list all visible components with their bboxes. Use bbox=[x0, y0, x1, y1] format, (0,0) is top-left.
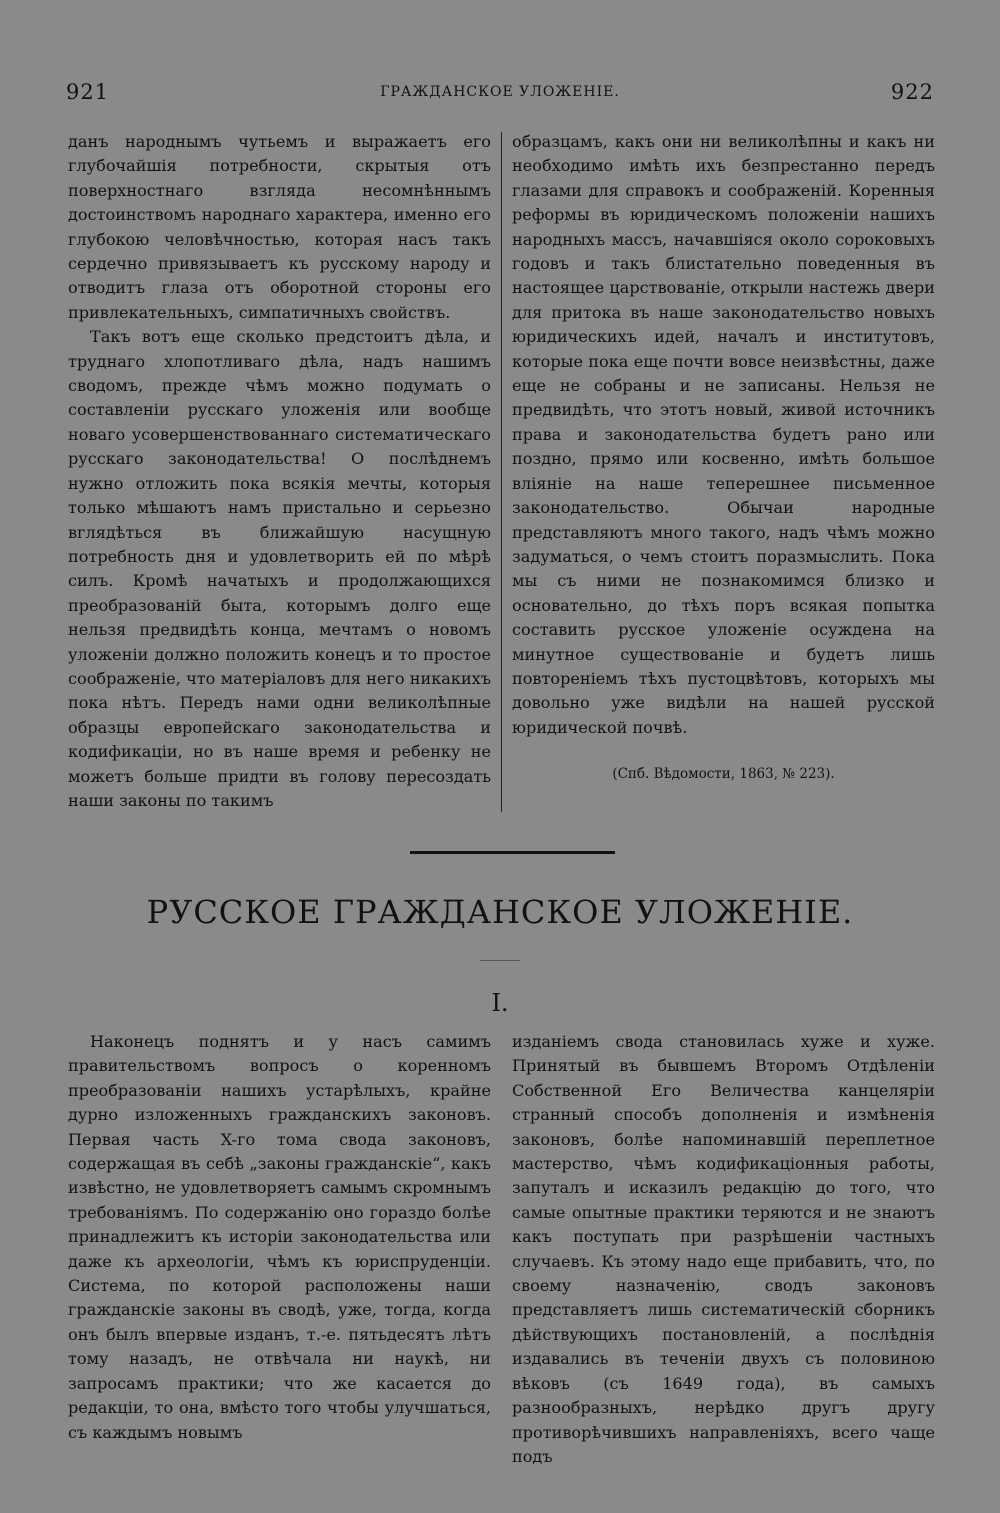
ornament-dash bbox=[480, 960, 520, 961]
column-divider bbox=[501, 132, 502, 812]
page-number-right: 922 bbox=[890, 80, 934, 104]
page-header bbox=[0, 80, 1000, 106]
paragraph: Такъ вотъ еще сколько предстоитъ дѣла, и труднаго хлопотливаго дѣла, надъ нашимъ сводомъ, прежде чѣмъ можно подумать о составленіи русскаго уложенія или вообще новаго усовершенствованнаго систематическаго русскаго законодательства! О послѣднемъ нужно отложить пока всякія мечты, которыя только мѣшаютъ намъ пристально и серьезно вглядѣться въ ближайшую насущную потребность дня и удовлетворить ей по мѣрѣ силъ. Кромѣ начатыхъ и продолжающихся преобразованій быта, которымъ долго еще нельзя предвидѣть конца, мечтамъ о новомъ уложеніи должно положить конецъ и то простое соображеніе, что матеріаловъ для него никакихъ пока нѣтъ. Передъ нами одни великолѣпные образцы европейскаго законодательства и кодификаціи, но въ наше время и ребенку не можетъ больше придти въ голову пересоздать наши законы по такимъ bbox=[68, 327, 491, 810]
section-separator-rule bbox=[410, 851, 615, 854]
bottom-right-column bbox=[512, 1030, 935, 1469]
top-right-column bbox=[512, 130, 935, 740]
paragraph: данъ народнымъ чутьемъ и выражаетъ его глубочайшія потребности, скрытыя отъ поверхностнаго взгляда несомнѣннымъ достоинствомъ народнаго характера, именно его глубокою человѣчностью, которая насъ такъ сердечно привязываетъ къ русскому народу и отводитъ глаза отъ оборотной стороны его привлекательныхъ, симпатичныхъ свойствъ. bbox=[68, 132, 491, 322]
paragraph: Наконецъ поднятъ и у насъ самимъ правительствомъ вопросъ о коренномъ преобразованіи нашихъ устарѣлыхъ, крайне дурно изложенныхъ гражданскихъ законовъ. Первая часть X-го тома свода законовъ, содержащая въ себѣ „законы гражданскіе“, какъ извѣстно, не удовлетворяетъ самымъ скромнымъ требованіямъ. По содержанію оно гораздо болѣе принадлежитъ къ исторіи законодательства или даже къ археологіи, чѣмъ къ юриспруденціи. Система, по которой расположены наши гражданскіе законы въ сводѣ, уже, тогда, когда онъ былъ впервые изданъ, т.-е. пятьдесятъ лѣтъ тому назадъ, не отвѣчала ни наукѣ, ни запросамъ практики; что же касается до редакціи, то она, вмѣсто того чтобы улучшаться, съ каждымъ новымъ bbox=[68, 1032, 491, 1442]
paragraph: образцамъ, какъ они ни великолѣпны и какъ ни необходимо имѣть ихъ безпрестанно передъ глазами для справокъ и соображеній. Коренныя реформы въ юридическомъ положеніи нашихъ народныхъ массъ, начавшіяся около сороковыхъ годовъ и такъ блистательно поведенныя въ настоящее царствованіе, открыли настежь двери для притока въ наше законодательство новыхъ юридическихъ идей, началъ и институтовъ, которые пока еще почти вовсе неизвѣстны, даже еще не собраны и не записаны. Нельзя не предвидѣть, что этотъ новый, живой источникъ права и законодательства будетъ рано или поздно, прямо или косвенно, имѣть большое вліяніе на наше теперешнее письменное законодательство. Обычаи народные представляютъ много такого, надъ чѣмъ можно задуматься, о чемъ стоитъ поразмыслить. Пока мы съ ними не познакомимся близко и основательно, до тѣхъ поръ всякая попытка составить русское уложеніе осуждена на минутное существованіе и будетъ лишь повтореніемъ тѣхъ пустоцвѣтовъ, которыхъ мы довольно уже видѣли на нашей русской юридической почвѣ. bbox=[512, 132, 935, 737]
running-title: ГРАЖДАНСКОЕ УЛОЖЕНІЕ. bbox=[380, 84, 620, 100]
paragraph: изданіемъ свода становилась хуже и хуже. Принятый въ бывшемъ Второмъ Отдѣленіи Собственной Его Величества канцеляріи странный способъ дополненія и измѣненія законовъ, болѣе напоминавшій переплетное мастерство, чѣмъ кодификаціонныя работы, запуталъ и исказилъ редакцію до того, что самые опытные практики теряются и не знаютъ какъ поступать при разрѣшеніи частныхъ случаевъ. Къ этому надо еще прибавить, что, по своему назначенію, сводъ законовъ представляетъ лишь систематическій сборникъ дѣйствующихъ постановленій, а послѣднія издавались въ теченіи двухъ съ половиною вѣковъ (съ 1649 года), въ самыхъ разнообразныхъ, нерѣдко другъ другу противорѣчившихъ направленіяхъ, всего чаще подъ bbox=[512, 1032, 935, 1466]
section-number: I. bbox=[491, 989, 509, 1017]
bottom-left-column bbox=[68, 1030, 491, 1445]
page-number-left: 921 bbox=[66, 80, 110, 104]
article-title: РУССКОЕ ГРАЖДАНСКОЕ УЛОЖЕНІЕ. bbox=[146, 893, 854, 931]
citation: (Спб. Вѣдомости, 1863, № 223). bbox=[612, 766, 835, 782]
top-left-column bbox=[68, 130, 491, 813]
